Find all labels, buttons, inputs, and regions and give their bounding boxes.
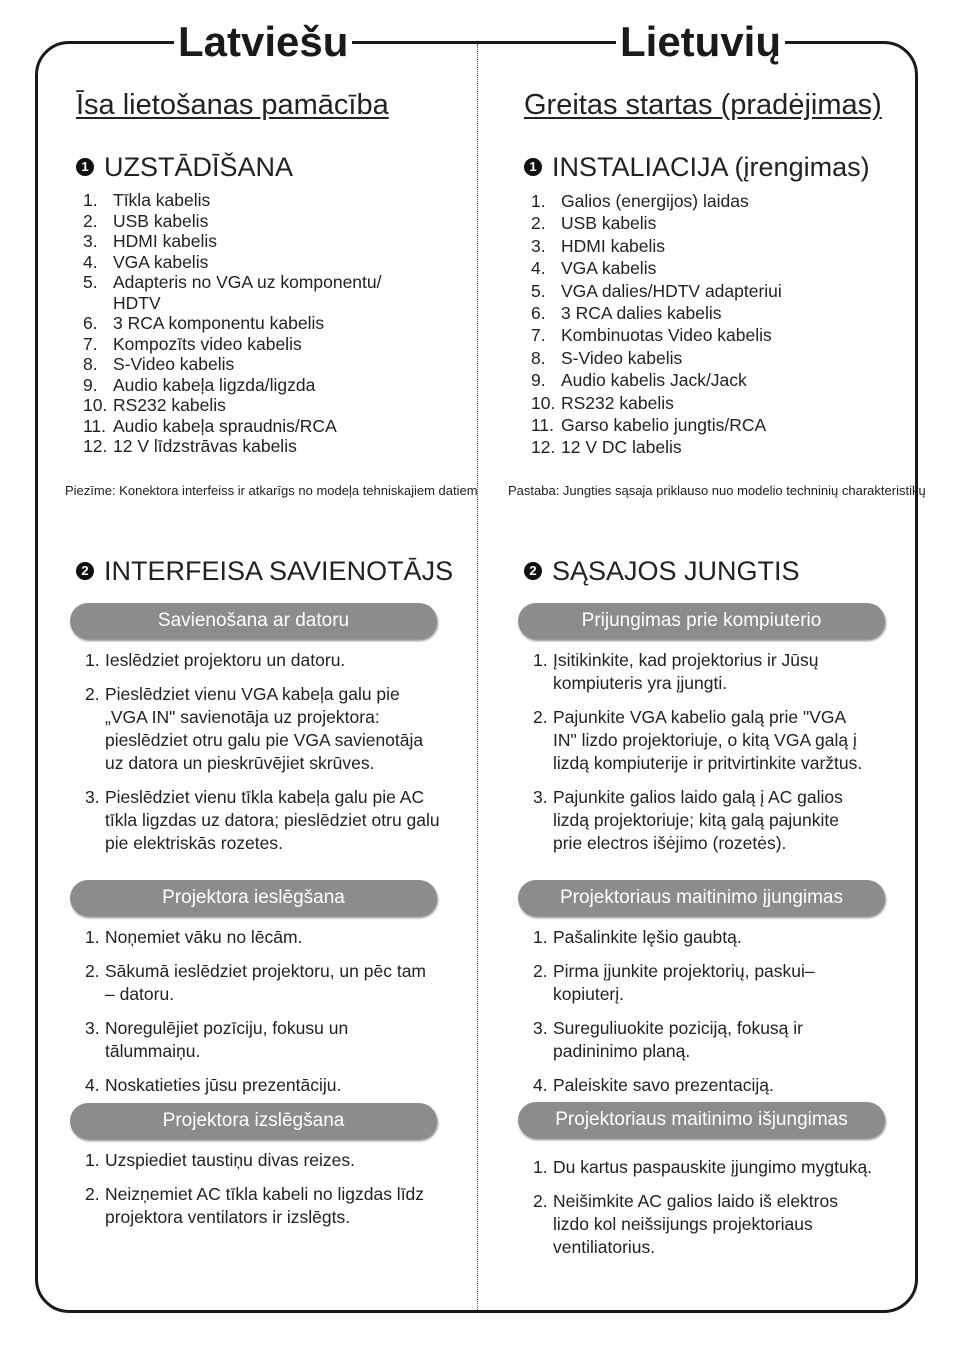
step-badge-2-icon: 2 [76, 562, 94, 580]
item-text: Pieslēdziet vienu tīkla kabeļa galu pie AC tīkla ligzdas uz datora; pieslēdziet otru galu pie elektriskās rozetes. [105, 787, 440, 853]
section-title: INTERFEISA SAVIENOTĀJS [104, 556, 454, 586]
list-item [531, 324, 886, 346]
cable-list-lithuanian [531, 190, 886, 459]
list-item [533, 649, 873, 695]
list-item [533, 960, 873, 1006]
list-item [531, 280, 886, 302]
item-number: 1. [531, 191, 546, 211]
list-item [83, 334, 428, 355]
item-text: S-Video kabelis [561, 347, 683, 368]
item-number: 1. [85, 927, 100, 947]
list-item [85, 683, 440, 775]
item-text: RS232 kabelis [113, 395, 226, 415]
group-heading-power-off: Projektora izslēgšana [70, 1103, 437, 1139]
steps-power-on-latvian [85, 926, 440, 1097]
note-latvian: Piezīme: Konektora interfeiss ir atkarīgs no modeļa tehniskajiem datiem [65, 483, 478, 498]
item-number: 2. [533, 961, 548, 981]
item-text: Pirma įjunkite projektorių, paskui–kopiuterį. [553, 961, 815, 1004]
item-text: Noregulējiet pozīciju, fokusu un tālummaiņu. [105, 1018, 349, 1061]
item-text: Garso kabelio jungtis/RCA [561, 415, 767, 436]
group-heading-power-on: Projektoriaus maitinimo įjungimas [518, 880, 885, 916]
cable-list-latvian [83, 190, 428, 457]
item-text: Tīkla kabelis [113, 190, 211, 210]
item-number: 3. [531, 235, 546, 256]
list-item [85, 1183, 440, 1229]
item-number: 9. [83, 374, 98, 395]
section-heading-interface [524, 556, 800, 586]
list-item [531, 369, 886, 391]
group-heading-connect: Savienošana ar datoru [70, 603, 437, 639]
item-text: HDMI kabelis [561, 235, 666, 256]
list-item [85, 1017, 440, 1063]
item-text: S-Video kabelis [113, 354, 235, 374]
item-text: Sākumā ieslēdziet projektoru, un pēc tam – datoru. [105, 961, 426, 1004]
item-text: 12 V līdzstrāvas kabelis [113, 436, 297, 456]
list-item [533, 1074, 873, 1097]
list-item [83, 211, 428, 232]
item-number: 2. [533, 1191, 548, 1211]
item-text: VGA kabelis [561, 258, 657, 279]
list-item [85, 786, 440, 855]
list-item [531, 212, 886, 234]
item-number: 8. [531, 347, 546, 368]
list-item [85, 1074, 440, 1097]
item-text: VGA dalies/HDTV adapteriui [561, 280, 782, 301]
item-number: 2. [531, 213, 546, 234]
list-item [533, 1156, 873, 1179]
steps-connect-lithuanian [533, 649, 873, 855]
item-text: Įsitikinkite, kad projektorius ir Jūsų kompiuteris yra įjungti. [553, 650, 819, 693]
list-item [83, 354, 428, 375]
list-item [533, 706, 873, 775]
item-number: 1. [83, 190, 98, 210]
list-item [83, 190, 428, 211]
item-text: 12 V DC labelis [561, 437, 682, 458]
item-number: 4. [531, 258, 546, 279]
item-text: Pašalinkite lęšio gaubtą. [553, 927, 742, 947]
item-text: HDMI kabelis [113, 231, 218, 251]
section-heading-installation [524, 152, 870, 182]
list-item [83, 313, 428, 334]
item-number: 5. [531, 280, 546, 301]
item-number: 3. [85, 1018, 100, 1038]
item-number: 6. [83, 313, 98, 333]
group-heading-power-on: Projektora ieslēgšana [70, 880, 437, 916]
item-number: 2. [83, 210, 98, 231]
item-number: 8. [83, 354, 98, 374]
steps-connect-latvian [85, 649, 440, 855]
list-item [533, 926, 873, 949]
item-text: Galios (energijos) laidas [561, 191, 749, 211]
item-number: 9. [531, 370, 546, 391]
list-item [83, 272, 428, 313]
list-item [83, 436, 428, 457]
subtitle-lithuanian: Greitas startas (pradėjimas) [524, 89, 882, 121]
steps-power-on-lithuanian [533, 926, 873, 1097]
item-text: Noskatieties jūsu prezentāciju. [105, 1075, 342, 1095]
item-text: Neizņemiet AC tīkla kabeli no ligzdas līdz projektora ventilators ir izslēgts. [105, 1184, 425, 1227]
step-badge-2-icon: 2 [524, 562, 542, 580]
item-number: 12. [531, 437, 556, 458]
item-number: 5. [83, 272, 98, 292]
subtitle-latvian: Īsa lietošanas pamācība [76, 89, 389, 121]
item-number: 3. [533, 1018, 548, 1038]
item-number: 3. [85, 787, 100, 807]
item-number: 11. [83, 415, 107, 436]
section-heading-installation [76, 152, 293, 182]
item-text: VGA kabelis [113, 251, 209, 272]
list-item [83, 231, 428, 252]
group-heading-power-off: Projektoriaus maitinimo išjungimas [518, 1102, 885, 1138]
group-heading-connect: Prijungimas prie kompiuterio [518, 603, 885, 639]
item-text: Audio kabeļa spraudnis/RCA [113, 415, 337, 436]
item-text: Du kartus paspauskite įjungimo mygtuką. [553, 1157, 873, 1177]
item-number: 4. [85, 1075, 100, 1095]
list-item [85, 1149, 440, 1172]
item-text: Paleiskite savo prezentaciją. [553, 1075, 774, 1095]
list-item [531, 235, 886, 257]
item-number: 2. [533, 707, 548, 727]
item-text: Pajunkite VGA kabelio galą prie "VGA IN" lizdo projektoriuje, o kitą VGA galą į lizdą kompiuterije ir pritvirtinkite varžtus. [553, 707, 863, 773]
item-number: 1. [533, 1157, 548, 1177]
section-title: SĄSAJOS JUNGTIS [552, 556, 800, 586]
item-number: 1. [533, 650, 548, 670]
item-text: USB kabelis [113, 210, 209, 231]
item-text: Sureguliuokite poziciją, fokusą ir padininimo planą. [553, 1018, 803, 1061]
list-item [531, 436, 886, 458]
section-title: UZSTĀDĪŠANA [104, 152, 294, 182]
item-number: 2. [85, 684, 100, 704]
item-text: Adapteris no VGA uz komponentu/ HDTV [113, 272, 382, 313]
list-item [83, 375, 428, 396]
list-item [531, 190, 886, 212]
item-number: 10. [531, 392, 556, 413]
list-item [531, 414, 886, 436]
list-item [533, 1017, 873, 1063]
list-item [531, 257, 886, 279]
item-number: 1. [85, 650, 100, 670]
item-text: Neišimkite AC galios laido iš elektros lizdo kol neišsijungs projektoriaus ventiliatorius. [553, 1191, 838, 1257]
item-text: Ieslēdziet projektoru un datoru. [105, 650, 346, 670]
item-text: Audio kabeļa ligzda/ligzda [113, 374, 316, 395]
note-lithuanian: Pastaba: Jungties sąsaja priklauso nuo modelio techninių charakteristikų [508, 483, 926, 498]
list-item [85, 960, 440, 1006]
list-item [531, 392, 886, 414]
section-title: INSTALIACIJA (įrengimas) [552, 152, 870, 182]
item-text: Pajunkite galios laido galą į AC galios lizdą projektoriuje; kitą galą pajunkite prie electros išėjimo (rozetės). [553, 787, 843, 853]
item-text: USB kabelis [561, 213, 657, 234]
list-item [533, 786, 873, 855]
item-number: 4. [533, 1075, 548, 1095]
item-number: 1. [533, 927, 548, 947]
steps-power-off-latvian [85, 1149, 440, 1229]
item-number: 2. [85, 1184, 100, 1204]
lithuanian-column [448, 0, 926, 1354]
item-number: 11. [531, 415, 555, 436]
item-number: 1. [85, 1150, 100, 1170]
item-text: Uzspiediet taustiņu divas reizes. [105, 1150, 355, 1170]
section-heading-interface [76, 556, 453, 586]
step-badge-1-icon: 1 [76, 158, 94, 176]
item-number: 10. [83, 395, 108, 415]
item-number: 12. [83, 436, 108, 456]
item-number: 6. [531, 303, 546, 324]
item-text: Kompozīts video kabelis [113, 333, 302, 354]
item-number: 7. [83, 333, 98, 354]
list-item [531, 347, 886, 369]
list-item [531, 302, 886, 324]
list-item [85, 926, 440, 949]
item-number: 7. [531, 325, 546, 346]
list-item [533, 1190, 873, 1259]
item-number: 3. [533, 787, 548, 807]
item-number: 2. [85, 961, 100, 981]
language-title-lithuanian: Lietuvių [616, 18, 785, 66]
language-title-latvian: Latviešu [174, 18, 352, 66]
item-text: Pieslēdziet vienu VGA kabeļa galu pie „VGA IN" savienotāja uz projektora: pieslēdziet otru galu pie VGA savienotāja uz datora un pieskrūvējiet skrūves. [105, 684, 424, 773]
item-text: Audio kabelis Jack/Jack [561, 370, 747, 391]
item-text: Noņemiet vāku no lēcām. [105, 927, 303, 947]
step-badge-1-icon: 1 [524, 158, 542, 176]
item-text: Kombinuotas Video kabelis [561, 325, 772, 346]
item-text: RS232 kabelis [561, 392, 674, 413]
item-text: 3 RCA dalies kabelis [561, 303, 722, 324]
list-item [85, 649, 440, 672]
list-item [83, 416, 428, 437]
steps-power-off-lithuanian [533, 1156, 873, 1259]
item-number: 3. [83, 231, 98, 251]
list-item [83, 395, 428, 416]
item-text: 3 RCA komponentu kabelis [113, 313, 325, 333]
list-item [83, 252, 428, 273]
item-number: 4. [83, 251, 98, 272]
